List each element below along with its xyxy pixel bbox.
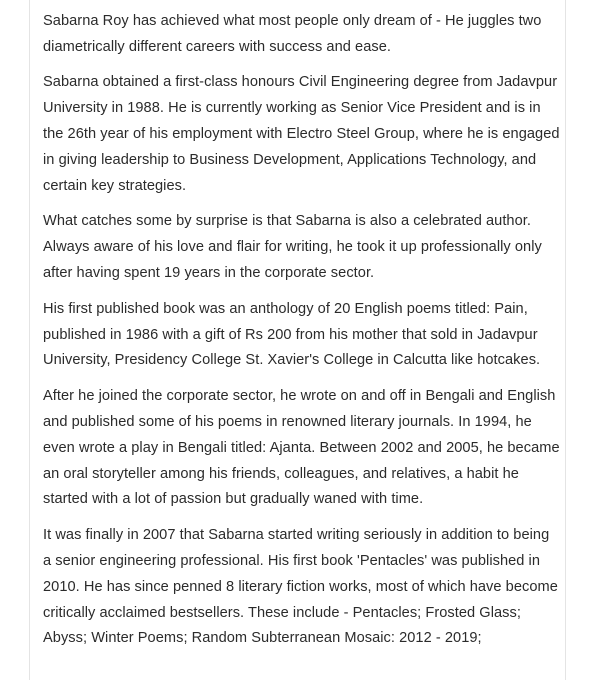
paragraph-corporate-writing: After he joined the corporate sector, he wrote on and off in Bengali and English and published some of his poems in renowned literary journals. In 1994, he even wrote a play in Bengali titled: Ajanta. Between 2002 and 2005, he became an oral storyteller among his friends, colleagues, and relatives, a habit he started with a lot of passion but gradually waned with time. [43,388,560,508]
paragraph-education: Sabarna obtained a first-class honours Civil Engineering degree from Jadavpur University in 1988. He is currently working as Senior Vice President and is in the 26th year of his employment with Electro Steel Group, where he is engaged in giving leadership to Business Development, Applications Technology, and certain key strategies. [43,74,560,194]
article-body [43,0,561,662]
paragraph-intro: Sabarna Roy has achieved what most people only dream of - He juggles two diametrically different careers with success and ease. [43,12,542,55]
paragraph-serious-writing: It was finally in 2007 that Sabarna started writing seriously in addition to being a senior engineering professional. His first book 'Pentacles' was published in 2010. He has since penned 8 literary fiction works, most of which have become critically acclaimed bestsellers. These include - Pentacles; Frosted Glass; Abyss; Winter Poems; Random Subterranean Mosaic: 2012 - 2019; [43,527,558,647]
paragraph-author: What catches some by surprise is that Sabarna is also a celebrated author. Always aware of his love and flair for writing, he took it up professionally only after having spent 19 years in the corporate sector. [43,213,542,281]
paragraph-first-book: His first published book was an anthology of 20 English poems titled: Pain, published in 1986 with a gift of Rs 200 from his mother that sold in Jadavpur University, Presidency College St. Xavier's College in Calcutta like hotcakes. [43,300,541,369]
article-card [29,0,566,680]
